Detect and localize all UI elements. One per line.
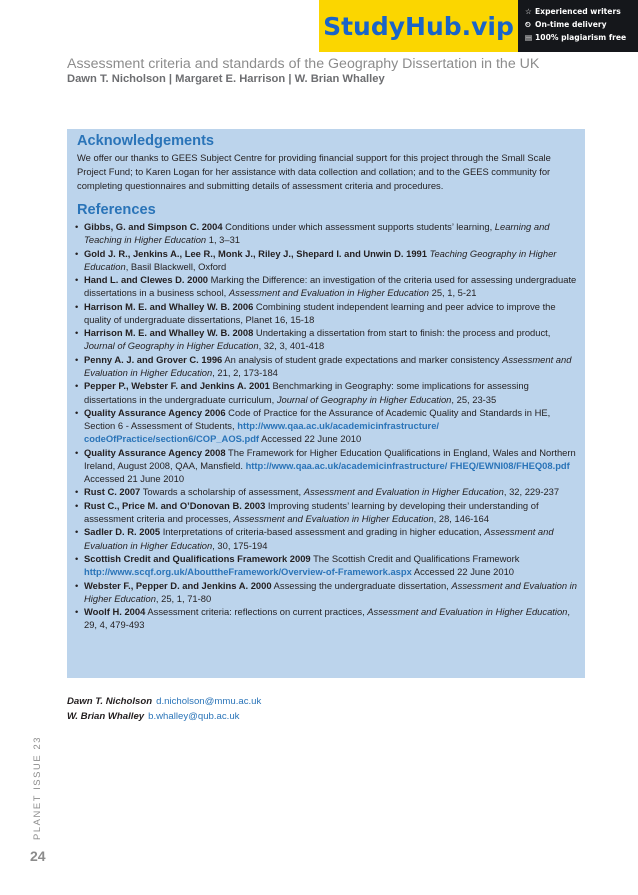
reference-authors: Harrison M. E. and Whalley W. B. 2008 [84, 327, 254, 339]
reference-source: Assessment and Evaluation in Higher Education [303, 486, 504, 498]
bullet-icon: • [75, 353, 79, 365]
reference-authors: Pepper P., Webster F. and Jenkins A. 2001 [84, 380, 270, 392]
reference-item [75, 579, 581, 605]
reference-text: Improving students’ learning by developing their understanding of assessment criteria and processes, [84, 499, 539, 524]
acknowledgements-text: We offer our thanks to GEES Subject Centre for providing financial support for this project through the Small Scale Project Fund; to Karen Logan for her assistance with data collection and collation; and to the GEES community for completing questionnaires and submitting details of assessment criteria and procedures. [77, 152, 551, 191]
reference-text: Undertaking a dissertation from start to finish: the process and product, [253, 327, 551, 339]
acknowledgements-heading: Acknowledgements [77, 133, 215, 149]
bullet-icon: • [75, 380, 79, 392]
reference-item [75, 406, 581, 445]
references-box [67, 129, 585, 678]
reference-text: , 25, 23-35 [451, 393, 497, 405]
reference-authors: Scottish Credit and Qualifications Framework 2009 [84, 553, 311, 565]
reference-source: Journal of Geography in Higher Education [84, 340, 259, 352]
feature-text: Experienced writers [535, 7, 621, 16]
bullet-icon: • [75, 579, 79, 591]
reference-text: , 32, 3, 401-418 [258, 340, 325, 352]
bullet-icon: • [75, 526, 79, 538]
bullet-icon: • [75, 446, 79, 458]
reference-list [75, 220, 581, 632]
reference-text: The Scottish Credit and Qualifications Framework [310, 553, 520, 565]
reference-text: Accessed 21 June 2010 [84, 472, 185, 484]
reference-source: Teaching Geography in Higher Education [84, 247, 557, 272]
reference-authors: Quality Assurance Agency 2006 [84, 407, 226, 419]
reference-source: Assessment and Evaluation in Higher Education [84, 353, 572, 378]
ad-banner[interactable] [319, 0, 638, 52]
reference-authors: Hand L. and Clewes D. 2000 [84, 274, 208, 286]
reference-item [75, 326, 581, 352]
issue-label: PLANET ISSUE 23 [31, 735, 42, 840]
feature-item [525, 31, 637, 44]
reference-text: Towards a scholarship of assessment, [140, 486, 304, 498]
feature-text: On-time delivery [535, 20, 607, 29]
contact-email[interactable]: d.nicholson@mmu.ac.uk [156, 696, 262, 707]
bullet-icon: • [75, 499, 79, 511]
reference-text: , 25, 1, 71-80 [155, 592, 212, 604]
reference-source: Assessment and Evaluation in Higher Education [84, 579, 577, 604]
bullet-icon: • [75, 553, 79, 565]
star-icon: ☆ [525, 7, 532, 16]
reference-authors: Quality Assurance Agency 2008 [84, 446, 226, 458]
reference-item [75, 605, 581, 631]
reference-authors: Gold J. R., Jenkins A., Lee R., Monk J., Riley J., Shepard I. and Unwin D. 1991 [84, 247, 427, 259]
reference-text: 1, 3–31 [206, 234, 241, 246]
reference-text: Code of Practice for the Assurance of Academic Quality and Standards in HE, Section 6 - Assessment of Students, [84, 407, 551, 432]
bullet-icon: • [75, 300, 79, 312]
reference-item [75, 446, 581, 485]
reference-authors: Rust C., Price M. and O’Donovan B. 2003 [84, 499, 266, 511]
reference-item [75, 220, 581, 246]
reference-text: Benchmarking in Geography: some implications for assessing dissertations in the undergraduate curriculum, [84, 380, 529, 405]
contact-name: Dawn T. Nicholson [67, 696, 153, 707]
reference-item [75, 525, 581, 551]
reference-text: Assessment criteria: reflections on current practices, [145, 606, 368, 618]
reference-source: Assessment and Evaluation in Higher Education [367, 606, 568, 618]
reference-item [75, 353, 581, 379]
reference-item [75, 273, 581, 299]
reference-authors: Webster F., Pepper D. and Jenkins A. 2000 [84, 579, 272, 591]
bullet-icon: • [75, 407, 79, 419]
reference-authors: Harrison M. E. and Whalley W. B. 2006 [84, 300, 254, 312]
reference-text: , 28, 146-164 [433, 512, 489, 524]
reference-text: Accessed 22 June 2010 [411, 566, 515, 578]
document-title: Assessment criteria and standards of the Geography Dissertation in the UK [67, 56, 540, 72]
reference-text: , Basil Blackwell, Oxford [125, 260, 227, 272]
reference-source: Journal of Geography in Higher Education [276, 393, 452, 405]
brand-logo[interactable]: StudyHub.vip [319, 0, 518, 52]
reference-item [75, 499, 581, 525]
reference-text: An analysis of student grade expectations and marker consistency [222, 353, 503, 365]
bullet-icon: • [75, 274, 79, 286]
contact-row [67, 694, 261, 709]
reference-item [75, 485, 581, 498]
reference-text: Conditions under which assessment supports students’ learning, [222, 221, 495, 232]
reference-text: , 32, 229-237 [503, 486, 560, 498]
reference-authors: Woolf H. 2004 [84, 606, 146, 618]
feature-list [525, 5, 637, 44]
reference-text: Combining student independent learning and peer advice to improve the quality of undergraduate dissertations, Planet 16, 15-18 [84, 300, 556, 325]
bullet-icon: • [75, 606, 79, 618]
bullet-icon: • [75, 327, 79, 339]
clock-icon: ⏲ [525, 20, 531, 29]
reference-text: , 29, 4, 479-493 [84, 606, 571, 631]
reference-item [75, 379, 581, 405]
reference-text: 25, 1, 5-21 [429, 287, 477, 299]
reference-text: Marking the Difference: an investigation of the criteria used for assessing undergraduate dissertations in a business school, [84, 274, 577, 299]
reference-source: Assessment and Evaluation in Higher Education [228, 287, 429, 299]
feature-item [525, 18, 637, 31]
reference-source: Learning and Teaching in Higher Education [84, 221, 550, 246]
contact-row [67, 709, 261, 724]
reference-item [75, 300, 581, 326]
contact-name: W. Brian Whalley [67, 711, 145, 722]
reference-text: Accessed 22 June 2010 [259, 433, 362, 445]
reference-text: Assessing the undergraduate dissertation, [271, 579, 452, 591]
contact-email[interactable]: b.whalley@qub.ac.uk [148, 711, 240, 722]
reference-link[interactable]: http://www.scqf.org.uk/AbouttheFramework/Overview-of-Framework.aspx [84, 566, 412, 578]
document-icon: ▤ [525, 33, 533, 42]
references-heading: References [77, 202, 156, 218]
reference-item [75, 247, 581, 273]
feature-item [525, 5, 637, 18]
reference-authors: Penny A. J. and Grover C. 1996 [84, 353, 223, 365]
reference-source: Assessment and Evaluation in Higher Education [233, 512, 434, 524]
bullet-icon: • [75, 247, 79, 259]
document-authors: Dawn T. Nicholson | Margaret E. Harrison | W. Brian Whalley [67, 73, 385, 85]
reference-link[interactable]: http://www.qaa.ac.uk/academicinfrastructure/ FHEQ/EWNI08/FHEQ08.pdf [245, 459, 570, 471]
bullet-icon: • [75, 486, 79, 498]
reference-item [75, 552, 581, 578]
reference-source: Assessment and Evaluation in Higher Education [84, 526, 554, 551]
reference-text: The Framework for Higher Education Qualifications in England, Wales and Northern Ireland, August 2008, QAA, Mansfield. [84, 446, 576, 471]
contacts [67, 694, 261, 724]
reference-authors: Rust C. 2007 [84, 486, 141, 498]
feature-text: 100% plagiarism free [535, 33, 627, 42]
page-number: 24 [30, 848, 46, 864]
bullet-icon: • [75, 221, 79, 232]
reference-text: , 30, 175-194 [212, 539, 268, 551]
reference-authors: Sadler D. R. 2005 [84, 526, 161, 538]
reference-link[interactable]: http://www.qaa.ac.uk/academicinfrastructure/ codeOfPractice/section6/COP_AOS.pdf [84, 420, 440, 445]
reference-text: Interpretations of criteria-based assessment and grading in higher education, [160, 526, 485, 538]
reference-authors: Gibbs, G. and Simpson C. 2004 [84, 221, 223, 232]
reference-text: , 21, 2, 173-184 [212, 366, 278, 378]
